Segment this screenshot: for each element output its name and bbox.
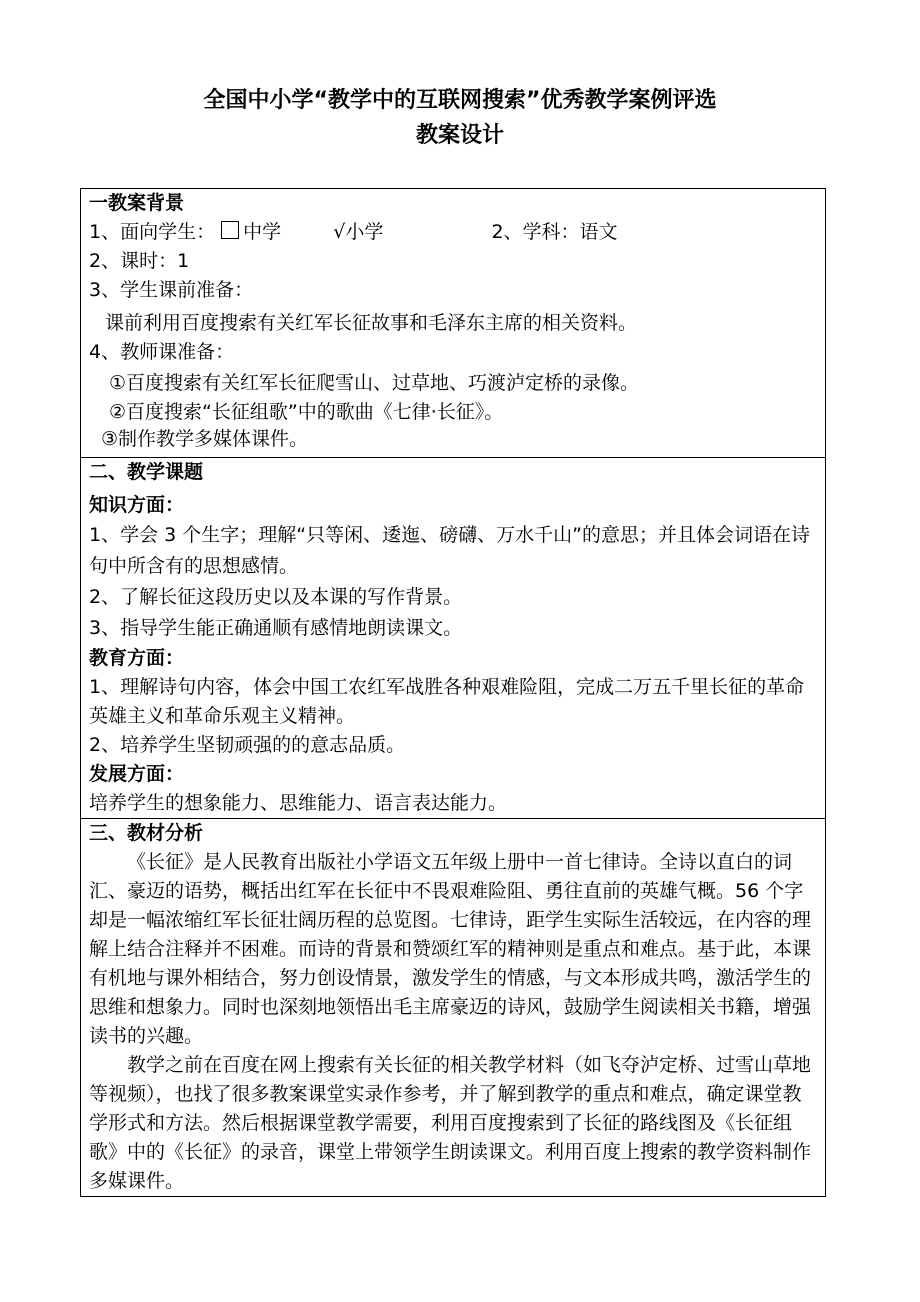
background-cell	[81, 189, 826, 458]
teacher-prep-label: 4、教师课准备：	[89, 341, 235, 363]
audience-label: 1、面向学生：	[89, 221, 216, 243]
knowledge-item: 2、了解长征这段历史以及本课的写作背景。	[89, 586, 463, 608]
development-heading: 发展方面：	[89, 763, 185, 785]
background-row	[81, 189, 826, 458]
education-heading: 教育方面：	[89, 647, 185, 669]
education-item: 1、理解诗句内容，体会中国工农红军战胜各种艰难险阻，完成二万五千里长征的革命英雄主义和革命乐观主义精神。	[89, 676, 805, 727]
topic-heading: 二、教学课题	[89, 461, 204, 483]
document-subtitle: 教案设计	[415, 123, 504, 148]
teacher-prep-item: ②百度搜索“长征组歌”中的歌曲《七律·长征》。	[109, 401, 504, 423]
knowledge-heading: 知识方面：	[89, 494, 185, 516]
check-mark-icon: √	[333, 221, 346, 243]
analysis-row	[81, 819, 826, 1197]
analysis-heading: 三、教材分析	[89, 822, 204, 844]
analysis-paragraph: 《长征》是人民教育出版社小学语文五年级上册中一首七律诗。全诗以直白的词汇、豪迈的语势，概括出红军在长征中不畏艰难险阻、勇往直前的英雄气概。56 个字却是一幅浓缩红军长征壮阔历程的总览图。七律诗，距学生实际生活较远，在内容的理解上结合注释并不困难。而诗的背景和赞颂红军的精神则是重点和难点。基于此，本课有机地与课外相结合，努力创设情景，激发学生的情感，与文本形成共鸣，激活学生的思维和想象力。同时也深刻地领悟出毛主席豪迈的诗风，鼓励学生阅读相关书籍，增强读书的兴趣。	[89, 851, 812, 1047]
option-primary: 小学	[345, 221, 384, 243]
hours-line: 2、课时：1	[89, 250, 190, 272]
audience-line	[89, 218, 817, 247]
analysis-paragraph: 教学之前在百度在网上搜索有关长征的相关教学材料（如飞夺泸定桥、过雪山草地等视频），也找了很多教案课堂实录作参考，并了解到教学的重点和难点，确定课堂教学形式和方法。然后根据课堂教学需要，利用百度搜索到了长征的路线图及《长征组歌》中的《长征》的录音，课堂上带领学生朗读课文。利用百度上搜索的教学资料制作多媒课件。	[89, 1054, 812, 1192]
development-text: 培养学生的想象能力、思维能力、语言表达能力。	[89, 792, 508, 814]
student-prep-label: 3、学生课前准备：	[89, 279, 254, 301]
analysis-cell	[81, 819, 826, 1197]
teacher-prep-item: ①百度搜索有关红军长征爬雪山、过草地、巧渡泸定桥的录像。	[109, 372, 640, 394]
background-heading: 一教案背景	[89, 192, 185, 214]
lesson-plan-table	[80, 188, 826, 1197]
checkbox-empty-icon	[221, 221, 239, 239]
student-prep-text: 课前利用百度搜索有关红军长征故事和毛泽东主席的相关资料。	[105, 312, 638, 334]
education-item: 2、培养学生坚韧顽强的的意志品质。	[89, 734, 406, 756]
document-title: 全国中小学“教学中的互联网搜索”优秀教学案例评选	[203, 88, 717, 113]
topic-cell	[81, 458, 826, 819]
topic-row	[81, 458, 826, 819]
option-middle: 中学	[243, 221, 282, 243]
knowledge-item: 3、指导学生能正确通顺有感情地朗读课文。	[89, 617, 463, 639]
teacher-prep-item: ③制作教学多媒体课件。	[101, 428, 309, 450]
subject-label: 2、学科：语文	[491, 221, 618, 243]
knowledge-item: 1、学会 3 个生字；理解“只等闲、逶迤、磅礴、万水千山”的意思；并且体会词语在诗句中所含有的思想感情。	[89, 524, 810, 577]
